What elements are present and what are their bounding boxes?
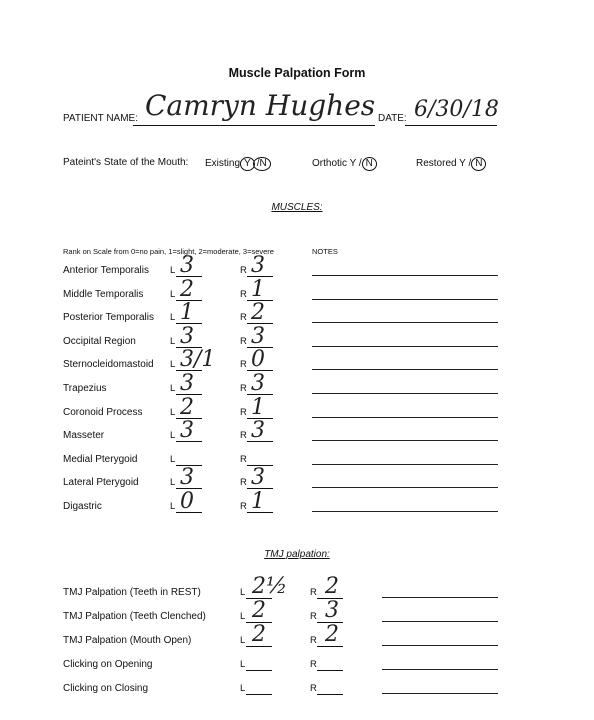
orthotic-field[interactable] [312, 157, 377, 171]
left-letter: L [170, 454, 176, 465]
right-line [317, 670, 343, 671]
right-line [317, 694, 343, 695]
orthotic-mark: N [362, 157, 377, 171]
left-letter: L [170, 430, 176, 441]
notes-line[interactable] [312, 440, 498, 441]
right-letter: R [310, 635, 317, 646]
right-score[interactable]: 3 [251, 371, 265, 396]
notes-line[interactable] [312, 464, 498, 465]
muscle-name: Medial Pterygoid [63, 454, 138, 465]
notes-line[interactable] [312, 487, 498, 488]
right-score[interactable]: 1 [251, 489, 265, 514]
right-score[interactable]: 2 [251, 300, 265, 325]
right-score[interactable]: 2 [325, 622, 339, 647]
right-letter: R [240, 501, 247, 512]
left-letter: L [170, 336, 176, 347]
left-letter: L [170, 477, 176, 488]
notes-line[interactable] [382, 645, 498, 646]
left-letter: L [240, 587, 246, 598]
right-letter: R [310, 587, 317, 598]
notes-line[interactable] [312, 275, 498, 276]
muscle-name: Coronoid Process [63, 407, 143, 418]
tmj-name: Clicking on Closing [63, 683, 149, 694]
right-letter: R [240, 359, 247, 370]
notes-line[interactable] [382, 621, 498, 622]
notes-line[interactable] [382, 597, 498, 598]
left-letter: L [170, 359, 176, 370]
muscle-name: Anterior Temporalis [63, 265, 149, 276]
right-score[interactable]: 3 [251, 418, 265, 443]
date-line [405, 125, 497, 126]
left-score[interactable]: 2½ [252, 574, 288, 599]
left-letter: L [240, 611, 246, 622]
right-score[interactable]: 0 [251, 347, 265, 372]
date-label: DATE: [378, 113, 407, 124]
left-line [246, 694, 272, 695]
left-letter: L [240, 635, 246, 646]
left-score[interactable]: 3 [180, 253, 194, 278]
left-score[interactable]: 3 [180, 371, 194, 396]
notes-line[interactable] [382, 669, 498, 670]
right-letter: R [240, 383, 247, 394]
existing-mark: Y [240, 157, 255, 171]
muscle-name: Middle Temporalis [63, 289, 144, 300]
muscle-name: Occipital Region [63, 336, 136, 347]
restored-label: Restored Y / [416, 158, 472, 169]
muscles-heading: MUSCLES: [271, 202, 323, 213]
left-score[interactable]: 3/1 [180, 347, 216, 372]
left-letter: L [240, 659, 246, 670]
notes-line[interactable] [312, 417, 498, 418]
left-score[interactable]: 1 [180, 300, 194, 325]
muscle-name: Trapezius [63, 383, 107, 394]
right-letter: R [240, 312, 247, 323]
right-score[interactable]: 3 [251, 465, 265, 490]
form-title: Muscle Palpation Form [228, 66, 366, 80]
right-letter: R [310, 659, 317, 670]
left-score[interactable]: 3 [180, 324, 194, 349]
date-value[interactable]: 6/30/18 [414, 97, 499, 122]
right-letter: R [240, 336, 247, 347]
notes-line[interactable] [312, 511, 498, 512]
right-letter: R [240, 430, 247, 441]
notes-line[interactable] [312, 393, 498, 394]
restored-field[interactable] [416, 157, 486, 171]
notes-header: NOTES [312, 247, 338, 256]
tmj-name: Clicking on Opening [63, 659, 153, 670]
notes-line[interactable] [382, 693, 498, 694]
patient-name-label: PATIENT NAME: [63, 113, 139, 124]
left-score[interactable]: 2 [180, 277, 194, 302]
right-letter: R [240, 454, 247, 465]
right-letter: R [310, 683, 317, 694]
scale-note: Rank on Scale from 0=no pain, 1=slight, 2=moderate, 3=severe [63, 247, 274, 256]
right-score[interactable]: 2 [325, 574, 339, 599]
tmj-name: TMJ Palpation (Teeth Clenched) [63, 611, 206, 622]
right-letter: R [240, 265, 247, 276]
left-score[interactable]: 3 [180, 465, 194, 490]
left-letter: L [170, 265, 176, 276]
right-letter: R [240, 289, 247, 300]
right-score[interactable]: 1 [251, 395, 265, 420]
right-score[interactable]: 3 [251, 253, 265, 278]
left-letter: L [170, 383, 176, 394]
right-letter: R [240, 477, 247, 488]
left-score[interactable]: 3 [180, 418, 194, 443]
left-score[interactable]: 2 [180, 395, 194, 420]
tmj-name: TMJ Palpation (Mouth Open) [63, 635, 192, 646]
muscle-name: Masseter [63, 430, 105, 441]
right-score[interactable]: 3 [251, 324, 265, 349]
left-line [246, 670, 272, 671]
notes-line[interactable] [312, 369, 498, 370]
orthotic-label: Orthotic Y / [312, 158, 362, 169]
state-label: Pateint's State of the Mouth: [63, 157, 189, 168]
right-letter: R [310, 611, 317, 622]
muscle-name: Lateral Pterygoid [63, 477, 139, 488]
notes-line[interactable] [312, 346, 498, 347]
right-letter: R [240, 407, 247, 418]
right-score[interactable]: 1 [251, 277, 265, 302]
patient-name-line [133, 125, 375, 126]
right-score[interactable]: 3 [325, 598, 339, 623]
left-score[interactable]: 2 [252, 598, 266, 623]
notes-line[interactable] [312, 322, 498, 323]
left-score[interactable]: 0 [180, 489, 194, 514]
tmj-name: TMJ Palpation (Teeth in REST) [63, 587, 201, 598]
left-letter: L [170, 312, 176, 323]
left-letter: L [170, 501, 176, 512]
existing-label: Existing [205, 158, 241, 169]
left-score[interactable]: 2 [252, 622, 266, 647]
muscle-name: Posterior Temporalis [63, 312, 154, 323]
existing-field[interactable]: Existing Y /N [205, 157, 271, 171]
muscle-name: Sternocleidomastoid [63, 359, 154, 370]
notes-line[interactable] [312, 299, 498, 300]
tmj-heading: TMJ palpation: [264, 549, 330, 560]
left-letter: L [170, 407, 176, 418]
patient-name-value[interactable]: Camryn Hughes [145, 89, 376, 122]
left-letter: L [170, 289, 176, 300]
left-letter: L [240, 683, 246, 694]
restored-mark: N [471, 157, 486, 171]
muscle-name: Digastric [63, 501, 102, 512]
